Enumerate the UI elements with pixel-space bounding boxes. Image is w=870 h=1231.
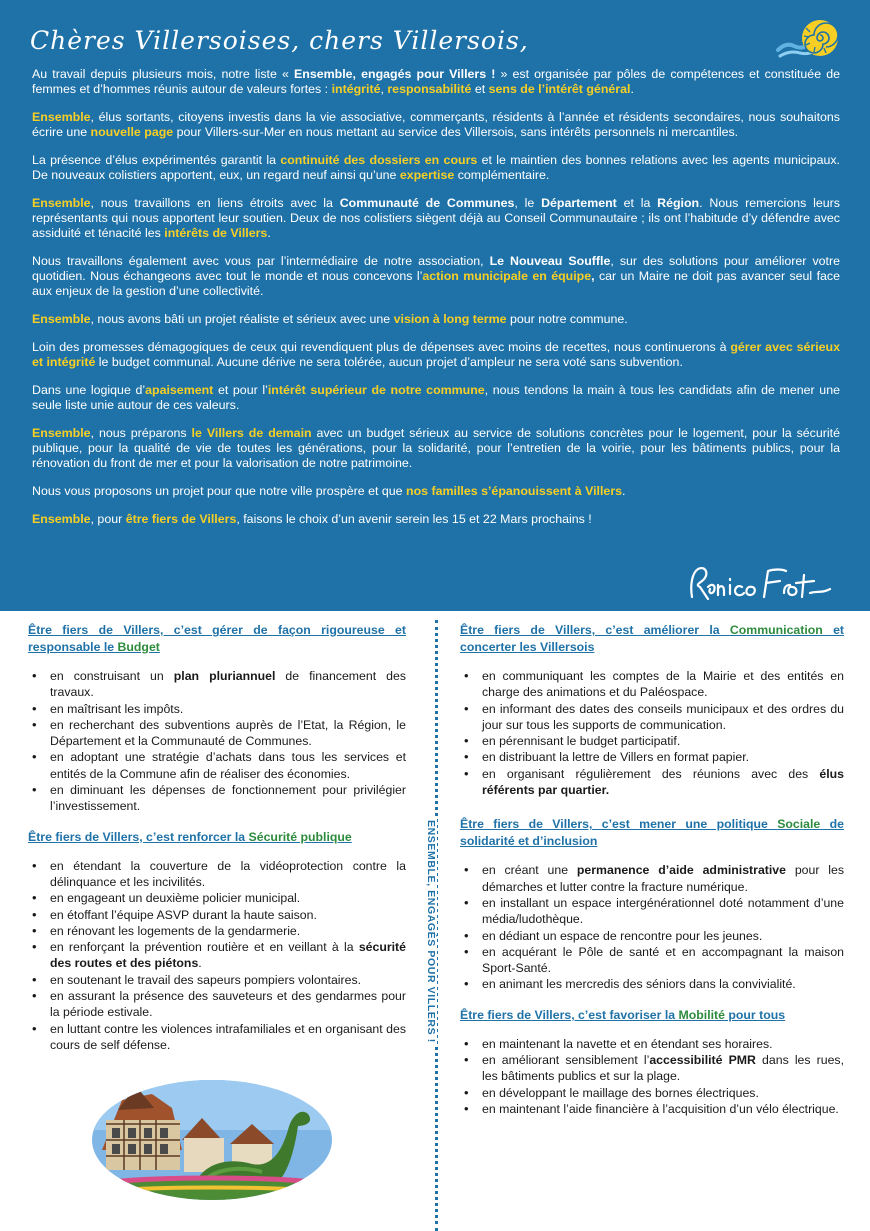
highlight-text: continuité des dossiers en cours: [280, 153, 478, 167]
highlight-text: Ensemble: [32, 110, 91, 124]
signature: [686, 563, 836, 605]
letter-paragraph: [32, 383, 840, 413]
list-item: [28, 907, 406, 923]
highlight-text: Ensemble: [32, 426, 91, 440]
highlight-text: intérêts de Villers: [164, 226, 268, 240]
letter-paragraph: [32, 153, 840, 183]
text-run: , nous tendons la main à tous les candidats afin de mener une seule liste unie autour de ces valeurs.: [32, 383, 840, 412]
text-run: , faisons le choix d’un avenir serein les 15 et 22 Mars prochains !: [236, 512, 592, 526]
text-run: en installant un espace intergénérationnel doté notamment d’une média/ludothèque.: [482, 895, 844, 927]
right-column: [460, 622, 844, 1131]
highlight-text: action municipale en équipe: [422, 269, 592, 283]
text-run: en maintenant l’aide financière à l’acquisition d’un vélo électrique.: [482, 1101, 839, 1116]
bold-text: plan pluriannuel: [173, 669, 276, 683]
text-run: en luttant contre les violences intrafamiliales et en organisant des cours de self défense.: [50, 1021, 406, 1052]
list-item: [460, 766, 844, 799]
greeting: Chères Villersoises, chers Villersois,: [30, 26, 529, 55]
section-title: [28, 622, 406, 656]
text-run: en diminuant les dépenses de fonctionnement pour privilégier l’investissement.: [50, 783, 406, 814]
list-item: [460, 1036, 844, 1052]
text-run: le budget communal. Aucune dérive ne sera tolérée, aucun projet d’ampleur ne sera voté sans subvention.: [95, 355, 683, 369]
list-item: [460, 895, 844, 928]
bold-text: Département: [541, 196, 617, 210]
letter-paragraph: [32, 426, 840, 471]
text-run: en maîtrisant les impôts.: [50, 701, 184, 716]
list-item: [460, 749, 844, 765]
list-item: [28, 1021, 406, 1054]
letter-paragraph: [32, 67, 840, 97]
text-run: en soutenant le travail des sapeurs pompiers volontaires.: [50, 972, 362, 987]
highlight-text: nos familles s’épanouissent à Villers: [406, 484, 623, 498]
text-run: en organisant régulièrement des réunions avec des: [482, 766, 820, 781]
text-run: en étoffant l’équipe ASVP durant la haute saison.: [50, 907, 317, 922]
text-run: en dédiant un espace de rencontre pour les jeunes.: [482, 928, 763, 943]
text-run: et concerter les Villersois: [460, 623, 844, 654]
text-run: en améliorant sensiblement l’: [482, 1053, 650, 1068]
list-item: [28, 939, 406, 972]
highlight-text: apaisement: [145, 383, 214, 397]
text-run: , le: [514, 196, 542, 210]
bold-text: Le Nouveau Souffle: [489, 254, 611, 268]
letter-paragraph: [32, 512, 840, 527]
topic-keyword: Sociale: [777, 817, 821, 832]
text-run: , pour: [90, 512, 126, 526]
text-run: .: [622, 484, 626, 498]
list-item: [460, 1085, 844, 1101]
highlight-text: Ensemble: [32, 196, 91, 210]
text-run: en distribuant la lettre de Villers en format papier.: [482, 750, 750, 765]
highlight-text: Ensemble: [32, 312, 91, 326]
letter-paragraph: [32, 254, 840, 299]
text-run: .: [630, 82, 634, 96]
list-item: [460, 976, 844, 992]
list-item: [460, 944, 844, 977]
text-run: Être fiers de Villers, c’est favoriser la: [460, 1007, 679, 1022]
bold-text: Région: [657, 196, 700, 210]
text-run: en créant une: [482, 863, 577, 878]
list-item: [28, 890, 406, 906]
bold-text: Communauté de Communes: [339, 196, 515, 210]
text-run: en renforçant la prévention routière et en veillant à la: [50, 940, 359, 955]
text-run: de solidarité et d’inclusion: [460, 817, 844, 849]
text-run: en animant les mercredis des séniors dans la convivialité.: [482, 977, 796, 992]
list-item: [28, 749, 406, 782]
highlight-text: le Villers de demain: [191, 426, 312, 440]
list-item: [460, 701, 844, 734]
text-run: en acquérant le Pôle de santé et en accompagnant la maison Sport-Santé.: [482, 944, 844, 976]
text-run: .: [198, 956, 202, 971]
text-run: en informant des dates des conseils municipaux et des ordres du jour sur tous les supports de communication.: [482, 701, 844, 732]
letter-paragraph: [32, 196, 840, 241]
bold-text: ,: [591, 269, 595, 283]
list-item: [28, 668, 406, 701]
list-item: [28, 972, 406, 988]
text-run: , nous préparons: [90, 426, 192, 440]
list-item: [28, 701, 406, 717]
text-run: Nous vous proposons un projet pour que notre ville prospère et que: [32, 484, 407, 498]
text-run: en assurant la présence des sauveteurs et des gendarmes pour la période estivale.: [50, 989, 406, 1020]
text-run: de financement des travaux.: [50, 669, 406, 700]
highlight-text: expertise: [399, 168, 455, 182]
bold-text: permanence d’aide administrative: [576, 863, 786, 878]
text-run: complémentaire.: [454, 168, 550, 182]
list-item: [460, 862, 844, 895]
text-run: pour notre commune.: [506, 312, 628, 326]
bold-text: accessibilité PMR: [649, 1053, 756, 1068]
topic-keyword: Mobilité: [678, 1007, 725, 1022]
text-run: en développant le maillage des bornes électriques.: [482, 1085, 759, 1100]
text-run: Dans une logique d’: [32, 383, 146, 397]
text-run: avec un budget sérieux au service de solutions concrètes pour le logement, pour la sécurité publique, pour la qualité de vie de toutes les générations, pour la solidarité, pour l’entretien de la voirie, pour les bâtiments publics, pour la rénovation du front de mer et pour la valorisation de notre patrimoine.: [32, 426, 840, 470]
vertical-slogan-text: ENSEMBLE, ENGAGÉS POUR VILLERS !: [425, 816, 437, 1047]
text-run: La présence d’élus expérimentés garantit la: [32, 153, 281, 167]
text-run: Loin des promesses démagogiques de ceux qui revendiquent plus de dépenses avec moins de recettes, nous continuerons à: [32, 340, 731, 354]
text-run: en communiquant les comptes de la Mairie et des entités en charge des animations et du Paléospace.: [482, 669, 844, 700]
bold-text: Ensemble, engagés pour Villers !: [294, 67, 496, 81]
text-run: . Nous remercions leurs représentants qui nous apportent leur soutien. Deux de nos colistiers siègent déjà au Conseil Communautaire ; ils ont l’habitude d’y défendre avec assiduité et ténacité les: [32, 196, 840, 240]
text-run: en recherchant des subventions auprès de l’Etat, la Région, le Département et la Communauté de Communes.: [50, 717, 406, 749]
list-item: [460, 733, 844, 749]
section-title: [28, 829, 406, 846]
list-item: [28, 782, 406, 815]
text-run: en maintenant la navette et en étendant ses horaires.: [482, 1036, 773, 1051]
text-run: Au travail depuis plusieurs mois, notre liste «: [32, 67, 295, 81]
highlight-text: responsabilité: [387, 82, 472, 96]
list-item: [460, 668, 844, 701]
text-run: , nous avons bâti un projet réaliste et sérieux avec une: [90, 312, 394, 326]
text-run: en engageant un deuxième policier municipal.: [50, 891, 301, 906]
text-run: Être fiers de Villers, c’est mener une politique: [460, 817, 778, 832]
bullet-list: [28, 668, 406, 815]
highlight-text: Ensemble: [32, 512, 91, 526]
text-run: dans les rues, les bâtiments publics et sur la plage.: [482, 1053, 844, 1084]
bullet-list: [28, 858, 406, 1054]
letter-paragraph: [32, 110, 840, 140]
text-run: car un Maire ne doit pas avancer seul face aux enjeux de la gestion d’une collectivité.: [32, 269, 840, 298]
text-run: Être fiers de Villers, c’est renforcer la: [28, 829, 249, 844]
text-run: en adoptant une stratégie d’achats dans tous les services et entités de la Commune afin de réaliser des économies.: [50, 750, 406, 781]
list-item: [28, 858, 406, 891]
text-run: en construisant un: [50, 669, 174, 683]
topic-keyword: Sécurité publique: [248, 829, 352, 844]
section-title: [460, 1007, 844, 1024]
topic-keyword: Budget: [117, 640, 160, 654]
text-run: et le maintien des bonnes relations avec les agents municipaux. De nouveaux colistiers apportent, eux, un regard neuf ainsi qu’une: [32, 153, 840, 182]
text-run: en rénovant les logements de la gendarmerie.: [50, 923, 301, 938]
section-title: [460, 622, 844, 656]
bullet-list: [460, 862, 844, 992]
text-run: Être fiers de Villers, c’est gérer de façon rigoureuse et responsable le: [28, 623, 406, 654]
list-item: [460, 1052, 844, 1085]
highlight-text: sens de l’intérêt général: [488, 82, 631, 96]
text-run: ,: [380, 82, 388, 96]
text-run: et pour l’: [213, 383, 268, 397]
list-item: [28, 717, 406, 750]
text-run: pour les démarches et lutter contre la fracture numérique.: [482, 863, 845, 894]
bold-text: élus référents par quartier.: [482, 766, 844, 798]
text-run: et la: [616, 196, 658, 210]
highlight-text: intégrité: [331, 82, 381, 96]
letter-paragraph: [32, 340, 840, 370]
text-run: pour Villers-sur-Mer en nous mettant au service des Villersois, sans intérêts personnels ni mercantiles.: [173, 125, 739, 139]
text-run: , sur des solutions pour améliorer votre quotidien. Nous échangeons avec tout le monde et nous concevons l’: [32, 254, 840, 283]
bullet-list: [460, 668, 844, 798]
highlight-text: intérêt supérieur de notre commune: [267, 383, 485, 397]
list-item: [28, 923, 406, 939]
letter-paragraph: [32, 484, 840, 499]
letter-paragraph: [32, 312, 840, 327]
text-run: en pérennisant le budget participatif.: [482, 734, 681, 749]
text-run: , élus sortants, citoyens investis dans la vie associative, commerçants, résidents à l’année et résidents secondaires, nous souhaitons écrire une: [32, 110, 840, 139]
villers-photo: [92, 1080, 332, 1200]
topic-keyword: Communication: [729, 623, 823, 637]
text-run: et: [471, 82, 489, 96]
highlight-text: être fiers de Villers: [125, 512, 237, 526]
text-run: Être fiers de Villers, c’est améliorer la: [460, 623, 730, 637]
highlight-text: nouvelle page: [90, 125, 174, 139]
left-column: [28, 622, 406, 1067]
list-item: [460, 928, 844, 944]
text-run: » est organisée par pôles de compétences et constituée de femmes et d’hommes réunis autour de valeurs fortes :: [32, 67, 840, 96]
list-item: [460, 1101, 844, 1117]
bullet-list: [460, 1036, 844, 1117]
ammonite-shell-icon: [776, 16, 840, 60]
list-item: [28, 988, 406, 1021]
text-run: en étendant la couverture de la vidéoprotection contre la délinquance et les incivilités.: [50, 858, 406, 889]
text-run: Nous travaillons également avec vous par l’intermédiaire de notre association,: [32, 254, 490, 268]
text-run: pour tous: [724, 1007, 786, 1022]
section-title: [460, 816, 844, 850]
highlight-text: gérer avec sérieux et intégrité: [32, 340, 840, 369]
text-run: , nous travaillons en liens étroits avec la: [90, 196, 340, 210]
highlight-text: vision à long terme: [393, 312, 507, 326]
text-run: .: [267, 226, 271, 240]
letter-body: [32, 67, 840, 540]
bold-text: sécurité des routes et des piétons: [50, 940, 406, 971]
letter-panel: [0, 0, 870, 611]
